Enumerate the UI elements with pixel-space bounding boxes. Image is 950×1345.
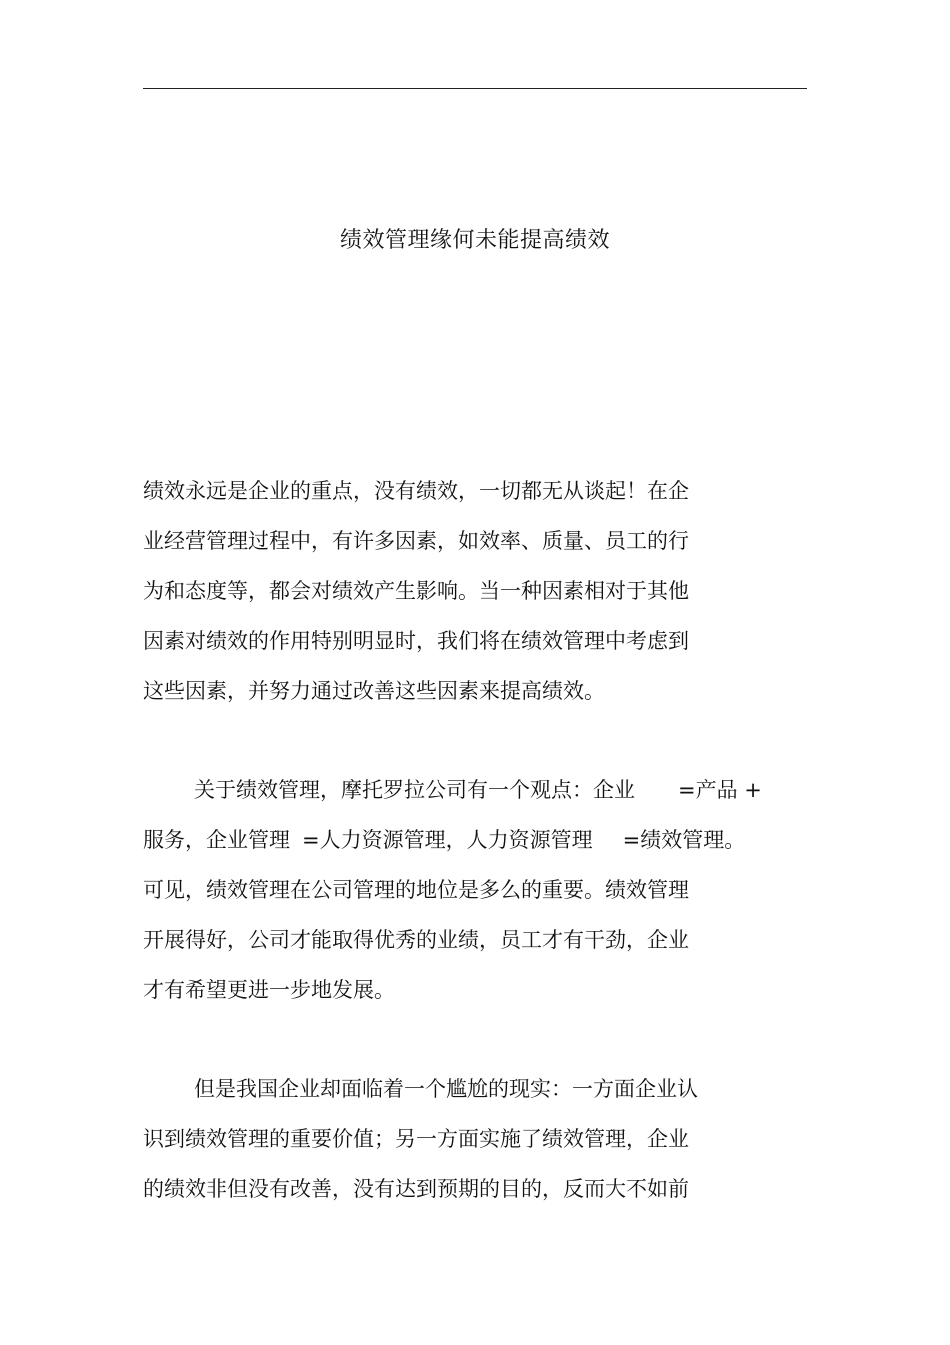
document-title: 绩效管理缘何未能提高绩效 — [339, 228, 610, 253]
text-segment: =产品 + — [678, 778, 762, 802]
paragraph-3 — [143, 1064, 698, 1214]
paragraph-line — [143, 765, 762, 815]
paragraph-line: 识到绩效管理的重要价值；另一方面实施了绩效管理，企业 — [143, 1127, 689, 1151]
paragraph-line: 因素对绩效的作用特别明显时，我们将在绩效管理中考虑到 — [143, 629, 689, 653]
text-segment: 关于绩效管理，摩托罗拉公司有一个观点：企业 — [194, 778, 635, 802]
paragraph-line: 的绩效非但没有改善，没有达到预期的目的，反而大不如前 — [143, 1177, 689, 1201]
paragraph-line: 为和态度等，都会对绩效产生影响。当一种因素相对于其他 — [143, 579, 689, 603]
paragraph-line — [143, 815, 762, 865]
paragraph-line: 开展得好，公司才能取得优秀的业绩，员工才有干劲，企业 — [143, 928, 689, 952]
header-rule — [143, 88, 807, 89]
paragraph-line: 才有希望更进一步地发展。 — [143, 978, 395, 1002]
paragraph-2 — [143, 765, 762, 1015]
text-segment: 服务，企业管理 — [143, 828, 290, 852]
paragraph-line: 这些因素，并努力通过改善这些因素来提高绩效。 — [143, 679, 605, 703]
paragraph-1 — [143, 466, 689, 716]
paragraph-line: 但是我国企业却面临着一个尴尬的现实：一方面企业认 — [194, 1077, 698, 1101]
paragraph-line: 绩效永远是企业的重点，没有绩效，一切都无从谈起！在企 — [143, 479, 689, 503]
text-segment: =绩效管理。 — [622, 828, 746, 852]
paragraph-line: 业经营管理过程中，有许多因素，如效率、质量、员工的行 — [143, 529, 689, 553]
text-segment: =人力资源管理，人力资源管理 — [302, 828, 593, 852]
paragraph-line: 可见，绩效管理在公司管理的地位是多么的重要。绩效管理 — [143, 878, 689, 902]
